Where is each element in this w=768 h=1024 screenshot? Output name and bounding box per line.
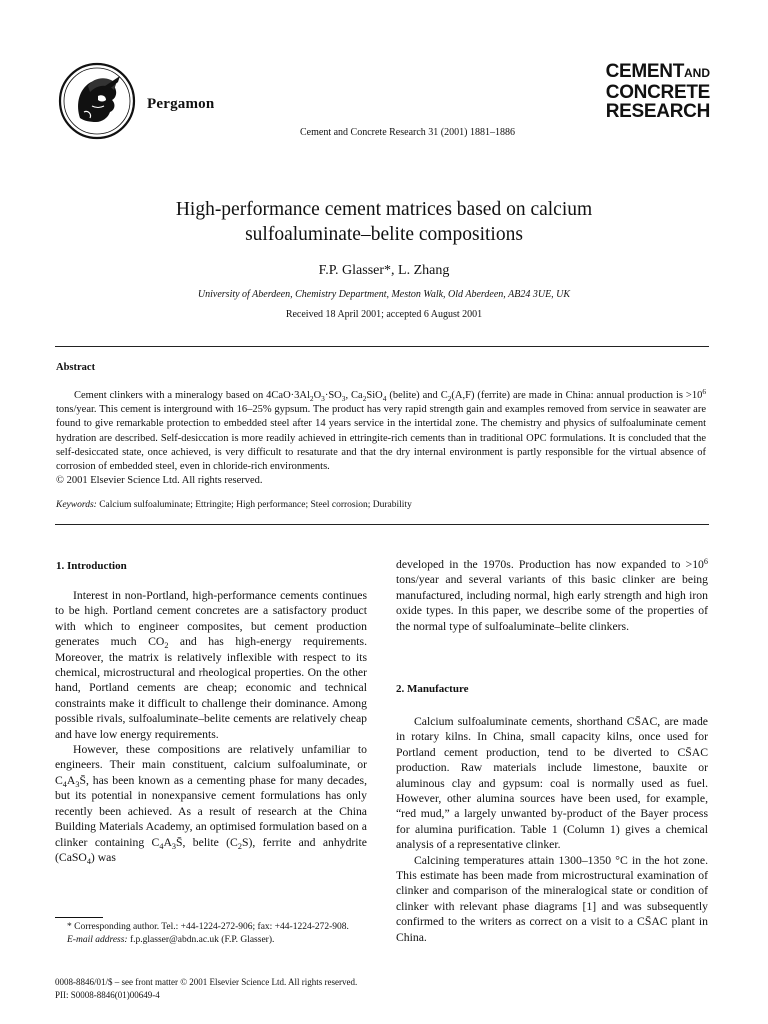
keywords-list: Calcium sulfoaluminate; Ettringite; High performance; Steel corrosion; Durability: [99, 500, 412, 510]
issn-line: 0008-8846/01/$ – see front matter © 2001 Elsevier Science Ltd. All rights reserved.: [55, 977, 358, 987]
subscript: 3: [75, 779, 80, 789]
text-run: S̄, has been known as a cementing phase for many decades, but its potential in nonexpansive cement formulations has only recently been achieved. As a result of research at the China Building Materials Academy, an optimised formulation based on a clinker containing C: [55, 773, 367, 849]
text-run: A: [66, 773, 76, 787]
column-left: [55, 588, 367, 865]
received-dates: Received 18 April 2001; accepted 6 August 2001: [285, 309, 483, 320]
subscript: 2: [309, 394, 314, 403]
affiliation: University of Aberdeen, Chemistry Department, Meston Walk, Old Aberdeen, AB24 3UE, UK: [197, 289, 571, 300]
manufacture-paragraph-2: Calcining temperatures attain 1300–1350 °C in the hot zone. This estimate has been made from microstructural examination of clinker and comparison of the mineralogical state or condition of clinker with relevant phase diagrams [1] and was subsequently confirmed to the writers as correct on a visit to a CS̄AC plant in China.: [396, 853, 708, 944]
abstract-part: O: [313, 390, 322, 401]
footnote: [55, 921, 367, 947]
corresponding-author-note: * Corresponding author. Tel.: +44-1224-272-906; fax: +44-1224-272-908.: [67, 922, 349, 932]
abstract-part: tons/year. This cement is interground with 16–25% gypsum. The product has very rapid strength gain and examples removed from service in seawater are found to give remarkable protection to embedded steel after 14 years service in the intertidal zone. The chemistry and physics of sulfoaluminate cement hydration are described. Self-desiccation is more readily achieved in ettringite-rich cements than in traditional OPC formulations. It is concluded that the self-desiccated state, once achieved, is very difficult to resaturate and that the dry internal environment is partly responsible for the virtual absence of corrosion of embedded steel, even in chloride-rich environments.: [56, 404, 706, 473]
abstract-part: (A,F) (ferrite) are made in China: annual production is >10: [451, 390, 703, 401]
journal-title-and: AND: [684, 66, 710, 80]
subscript: 3: [341, 394, 346, 403]
subscript: 4: [382, 394, 387, 403]
text-run: tons/year and several variants of this basic clinker are being manufactured, including normal, high early strength and high iron oxide types. In this paper, we describe some of the properties of the normal type of sulfoaluminate–belite clinkers.: [396, 573, 708, 633]
authors: F.P. Glasser*, L. Zhang: [318, 263, 450, 278]
subscript: 2: [237, 841, 242, 851]
text-run: Interest in non-Portland, high-performance cements continues to be high. Portland cement concretes are a satisfactory product with which to engineer composites, but cement production generates much CO: [55, 589, 367, 649]
subscript: 2: [164, 641, 169, 651]
journal-title-line1: CEMENT: [605, 61, 684, 82]
keywords-label: Keywords:: [56, 500, 97, 510]
text-run: S), ferrite and anhydrite (CaSO: [55, 835, 367, 864]
abstract-part: Cement clinkers with a mineralogy based on 4CaO·3Al: [74, 390, 310, 401]
publisher-name: Pergamon: [147, 96, 215, 112]
text-run: developed in the 1970s. Production has now expanded to >10: [396, 558, 704, 571]
pii-line: PII: S0008-8846(01)00649-4: [55, 990, 160, 1000]
column-right-manufacture: [396, 714, 708, 945]
section-heading-introduction: 1. Introduction: [56, 560, 127, 572]
copyright-line: © 2001 Elsevier Science Ltd. All rights reserved.: [56, 475, 263, 487]
email-label: E-mail address:: [67, 935, 128, 945]
article-title: [60, 197, 708, 247]
text-run: However, these compositions are relatively unfamiliar to engineers. Their main constituent, calcium sulfoaluminate, or C: [55, 743, 367, 787]
superscript: 6: [702, 387, 706, 396]
section-heading-manufacture: 2. Manufacture: [396, 683, 469, 695]
text-run: and has high-energy requirements. Moreover, the matrix is relatively inflexible with respect to its chemical, microstructural and rheological properties. On the other hand, Portland cements are cheap; economic and technical constraints make it difficult to challenge their dominance. Among possible rivals, sulfoaluminate–belite cements are relatively cheap and have low energy requirements.: [55, 635, 367, 741]
article-title-line2: sulfoaluminate–belite compositions: [245, 224, 523, 245]
abstract-part: SiO: [366, 390, 383, 401]
subscript: 4: [62, 779, 67, 789]
abstract-heading: Abstract: [56, 362, 96, 373]
journal-title: [598, 62, 710, 121]
column-right: [396, 557, 708, 634]
intro-paragraph-2: [55, 742, 367, 865]
pergamon-logo-icon: [58, 62, 136, 140]
publication-info: [55, 976, 357, 1002]
abstract-part: , Ca: [345, 390, 363, 401]
text-run: A: [163, 835, 172, 849]
text-run: S̄, belite (C: [176, 835, 238, 849]
superscript: 6: [703, 557, 708, 566]
subscript: 4: [159, 841, 164, 851]
intro-paragraph-1: [55, 588, 367, 742]
email-note: [55, 934, 367, 947]
subscript: 4: [86, 856, 91, 866]
email-address: f.p.glasser@abdn.ac.uk (F.P. Glasser).: [127, 935, 275, 945]
subscript: 3: [171, 841, 176, 851]
footnote-rule: [55, 917, 103, 918]
divider-top: [55, 346, 709, 347]
divider-bottom: [55, 524, 709, 525]
manufacture-paragraph-1: Calcium sulfoaluminate cements, shorthand CS̄AC, are made in rotary kilns. In China, small capacity kilns, once used for Portland cement production, tend to be diverted to CS̄AC production. Raw materials include limestone, bauxite or aluminous clay and gypsum: coal is normally used as fuel. However, other alumina sources have been used, for example, “red mud,” a largely unwanted by-product of the Bayer process for alumina purification. Table 1 (Column 1) gives a chemical analysis of a representative clinker.: [396, 715, 708, 852]
journal-citation: Cement and Concrete Research 31 (2001) 1881–1886: [300, 127, 515, 138]
abstract-part: (belite) and C: [386, 390, 448, 401]
subscript: 2: [447, 394, 452, 403]
continued-paragraph: [396, 557, 708, 634]
keywords: [56, 500, 706, 510]
journal-title-line3: RESEARCH: [605, 101, 710, 122]
journal-title-line2: CONCRETE: [605, 82, 710, 103]
abstract-text: [56, 389, 706, 488]
abstract-part: ·SO: [324, 390, 342, 401]
subscript: 3: [321, 394, 325, 403]
text-run: ) was: [90, 850, 116, 864]
article-title-line1: High-performance cement matrices based on calcium: [175, 199, 593, 220]
subscript: 2: [362, 394, 367, 403]
